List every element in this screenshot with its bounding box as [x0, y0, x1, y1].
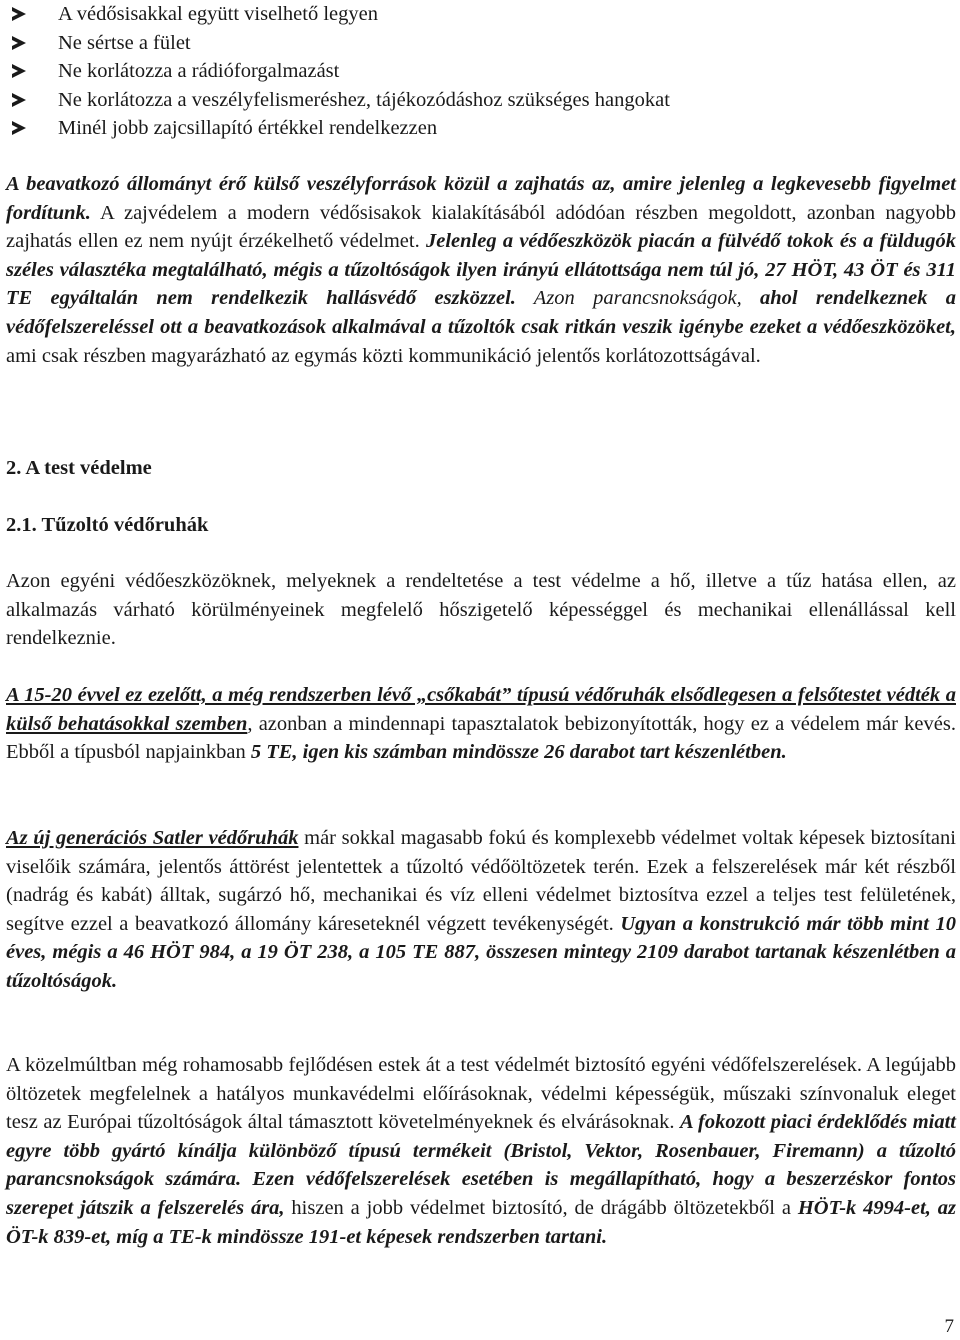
body-paragraph: A közelmúltban még rohamosabb fejlődésen estek át a test védelmét biztosító egyéni védőfelszerelések. A legújabb öltözetek megfelelnek a hatályos munkavédelmi előírásoknak, védelmi képességük, műszaki színvonaluk eleget tesz az Európai tűzoltóságok által támasztott követelményeknek és elvárásoknak. A fokozott piaci érdeklődés miatt egyre több gyártó kínálja különböző típusú termékeit (Bristol, Vektor, Rosenbauer, Firemann) a tűzoltó parancsnokságok számára. Ezen védőfelszerelések esetében is megállapítható, hogy a beszerzéskor fontos szerepet játszik a felszerelés ára, hiszen a jobb védelmet biztosító, de drágább öltözetekből a HÖT-k 4994-et, az ÖT-k 839-et, míg a TE-k mindössze 191-et képesek rendszerben tartani.	[6, 1054, 956, 1248]
body-paragraph: Az új generációs Satler védőruhák már sokkal magasabb fokú és komplexebb védelmet voltak képesek biztosítani viselőik számára, jelentős áttörést jelentettek a tűzoltó védőöltözetek terén. Ezek a felszerelések már két részből (nadrág és kabát) álltak, sugárzó hő, mechanikai és víz elleni védelmet biztosítva ezzel a teljes test felületének, segítve ezzel a beavatkozó állomány káreseteknél végzett tevékenységét. Ugyan a konstrukció már több mint 10 éves, mégis a 46 HÖT 984, a 19 ÖT 238, a 105 TE 887, összesen mintegy 2109 darabot tartanak készenlétben a tűzoltóságok.	[6, 827, 956, 992]
page-number: 7	[944, 1316, 954, 1337]
section-heading: 2. A test védelme	[6, 457, 152, 479]
noise-paragraph: A beavatkozó állományt érő külső veszélyforrások közül a zajhatás az, amire jelenleg a legkevesebb figyelmet fordítunk. A zajvédelem a modern védősisakok kialakításából adódóan részben megoldott, azonban nagyobb zajhatás ellen ez nem nyújt érzékelhető védelmet. Jelenleg a védőeszközök piacán a fülvédő tokok és a füldugók széles választéka megtalálható, mégis a tűzoltóságok ilyen irányú ellátottsága nem túl jó, 27 HÖT, 43 ÖT és 311 TE egyáltalán nem rendelkezik hallásvédő eszközzel. Azon parancsnokságok, ahol rendelkeznek a védőfelszereléssel ott a beavatkozások alkalmával a tűzoltók csak ritkán veszik igénybe ezeket a védőeszközöket, ami csak részben magyarázható az egymás közti kommunikáció jelentős korlátozottságával.	[6, 173, 956, 367]
list-item: A védősisakkal együtt viselhető legyen	[10, 0, 670, 29]
body-paragraph: Azon egyéni védőeszközöknek, melyeknek a rendeltetése a test védelme a hő, illetve a tűz hatása ellen, az alkalmazás várható körülményeinek megfelelő hőszigetelő képességgel és mechanikai ellenállással kell rendelkeznie.	[6, 570, 956, 650]
body-paragraph: A 15-20 évvel ez ezelőtt, a még rendszerben lévő „csőkabát” típusú védőruhák elsődlegesen a felsőtestet védték a külső behatásokkal szemben, azonban a mindennapi tapasztalatok bebizonyították, hogy ez a védelem már kevés. Ebből a típusból napjainkban 5 TE, igen kis számban mindössze 26 darabot tart készenlétben.	[6, 684, 956, 764]
arrow-bullet-icon	[12, 7, 26, 21]
requirements-list	[10, 0, 670, 143]
arrow-bullet-icon	[12, 36, 26, 50]
list-item: Minél jobb zajcsillapító értékkel rendelkezzen	[10, 114, 670, 143]
list-item: Ne sértse a fület	[10, 29, 670, 58]
subsection-heading: 2.1. Tűzoltó védőruhák	[6, 514, 209, 536]
list-item: Ne korlátozza a rádióforgalmazást	[10, 57, 670, 86]
list-item: Ne korlátozza a veszélyfelismeréshez, tájékozódáshoz szükséges hangokat	[10, 86, 670, 115]
arrow-bullet-icon	[12, 93, 26, 107]
arrow-bullet-icon	[12, 64, 26, 78]
arrow-bullet-icon	[12, 121, 26, 135]
